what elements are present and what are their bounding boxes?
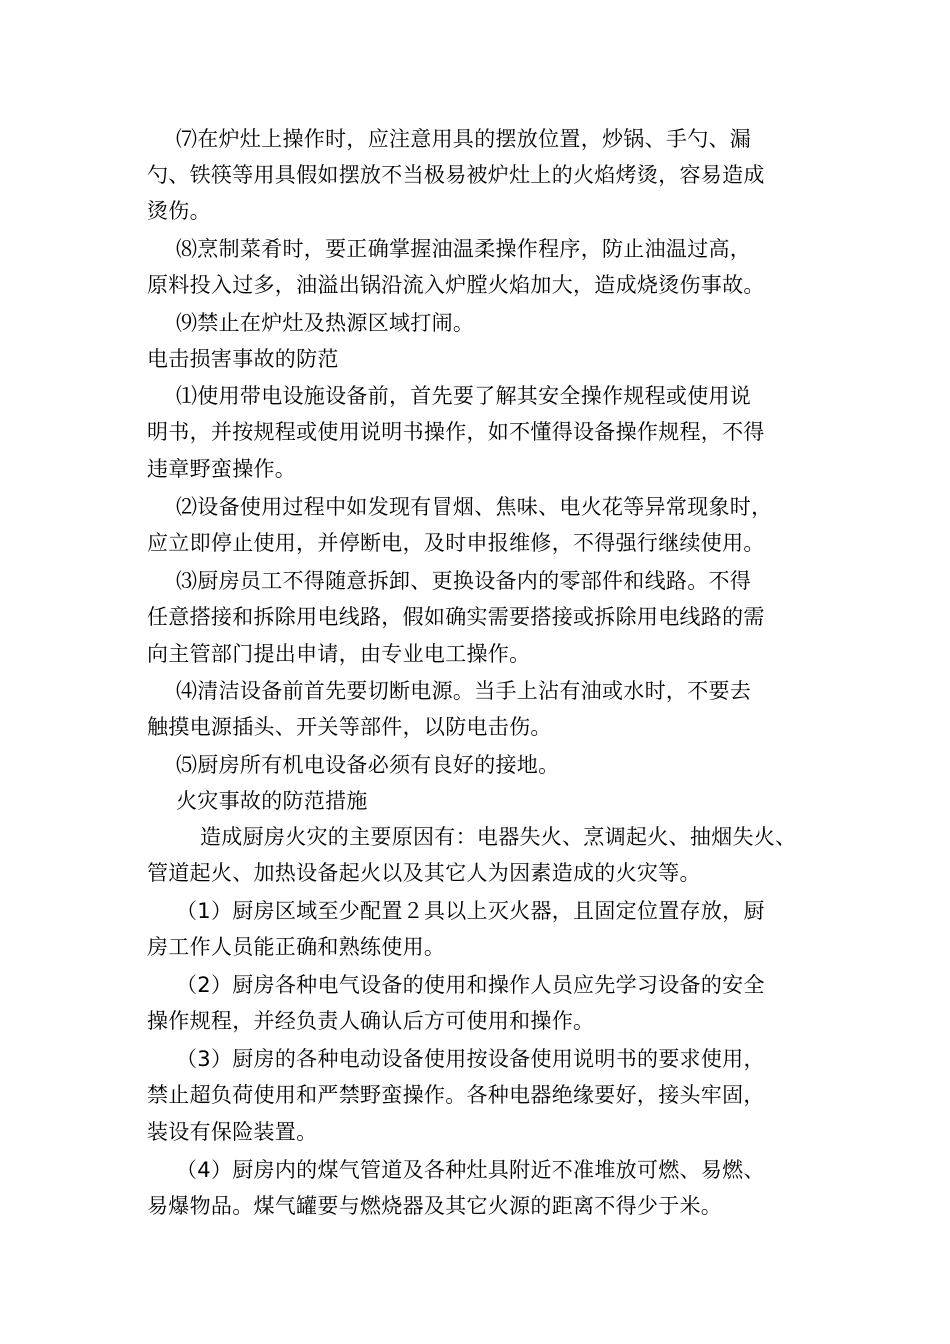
electric-item-2-line-1: ⑵设备使用过程中如发现有冒烟、焦味、电火花等异常现象时，	[176, 495, 773, 519]
fire-item-2-line-1: （2）厨房各种电气设备的使用和操作人员应先学习设备的安全	[176, 973, 765, 997]
electric-item-2-line-2: 应立即停止使用，并停断电，及时申报维修，不得强行继续使用。	[147, 531, 765, 555]
electric-item-1-line-3: 违章野蛮操作。	[147, 457, 297, 481]
fire-item-3-line-3: 装设有保险装置。	[147, 1120, 318, 1144]
fire-item-3-line-1: （3）厨房的各种电动设备使用按设备使用说明书的要求使用，	[176, 1047, 765, 1071]
fire-item-1-line-2: 房工作人员能正确和熟练使用。	[147, 935, 446, 959]
paragraph-7-line-1: ⑺在炉灶上操作时，应注意用具的摆放位置，炒锅、手勺、漏	[176, 127, 752, 151]
paragraph-8-line-2: 原料投入过多，油溢出锅沿流入炉膛火焰加大，造成烧烫伤事故。	[147, 273, 765, 297]
fire-item-4-line-2: 易爆物品。煤气罐要与燃烧器及其它火源的距离不得少于米。	[147, 1194, 723, 1218]
electric-item-3-line-1: ⑶厨房员工不得随意拆卸、更换设备内的零部件和线路。不得	[176, 569, 752, 593]
fire-item-1-line-1: （1）厨房区域至少配置２具以上灭火器，且固定位置存放，厨	[176, 899, 765, 923]
fire-intro-line-1: 造成厨房火灾的主要原因有：电器失火、烹调起火、抽烟失火、	[200, 825, 797, 849]
paragraph-9-line-1: ⑼禁止在炉灶及热源区域打闹。	[176, 311, 475, 335]
electric-item-4-line-1: ⑷清洁设备前首先要切断电源。当手上沾有油或水时，不要去	[176, 679, 752, 703]
electric-item-1-line-2: 明书，并按规程或使用说明书操作，如不懂得设备操作规程，不得	[147, 420, 765, 444]
electric-item-5-line-1: ⑸厨房所有机电设备必须有良好的接地。	[176, 753, 560, 777]
section-heading-electric: 电击损害事故的防范	[147, 347, 339, 371]
electric-item-1-line-1: ⑴使用带电设施设备前，首先要了解其安全操作规程或使用说	[176, 384, 752, 408]
electric-item-4-line-2: 触摸电源插头、开关等部件，以防电击伤。	[147, 715, 552, 739]
fire-item-2-line-2: 操作规程，并经负责人确认后方可使用和操作。	[147, 1009, 595, 1033]
paragraph-7-line-3: 烫伤。	[147, 199, 211, 223]
fire-item-4-line-1: （4）厨房内的煤气管道及各种灶具附近不准堆放可燃、易燃、	[176, 1158, 765, 1182]
fire-item-3-line-2: 禁止超负荷使用和严禁野蛮操作。各种电器绝缘要好，接头牢固，	[147, 1083, 765, 1107]
section-heading-fire: 火灾事故的防范措施	[176, 789, 368, 813]
paragraph-8-line-1: ⑻烹制菜肴时，要正确掌握油温柔操作程序，防止油温过高，	[176, 237, 752, 261]
electric-item-3-line-2: 任意搭接和拆除用电线路，假如确实需要搭接或拆除用电线路的需	[147, 605, 765, 629]
electric-item-3-line-3: 向主管部门提出申请，由专业电工操作。	[147, 642, 531, 666]
fire-intro-line-2: 管道起火、加热设备起火以及其它人为因素造成的火灾等。	[147, 861, 701, 885]
paragraph-7-line-2: 勺、铁筷等用具假如摆放不当极易被炉灶上的火焰烤烫，容易造成	[147, 163, 765, 187]
